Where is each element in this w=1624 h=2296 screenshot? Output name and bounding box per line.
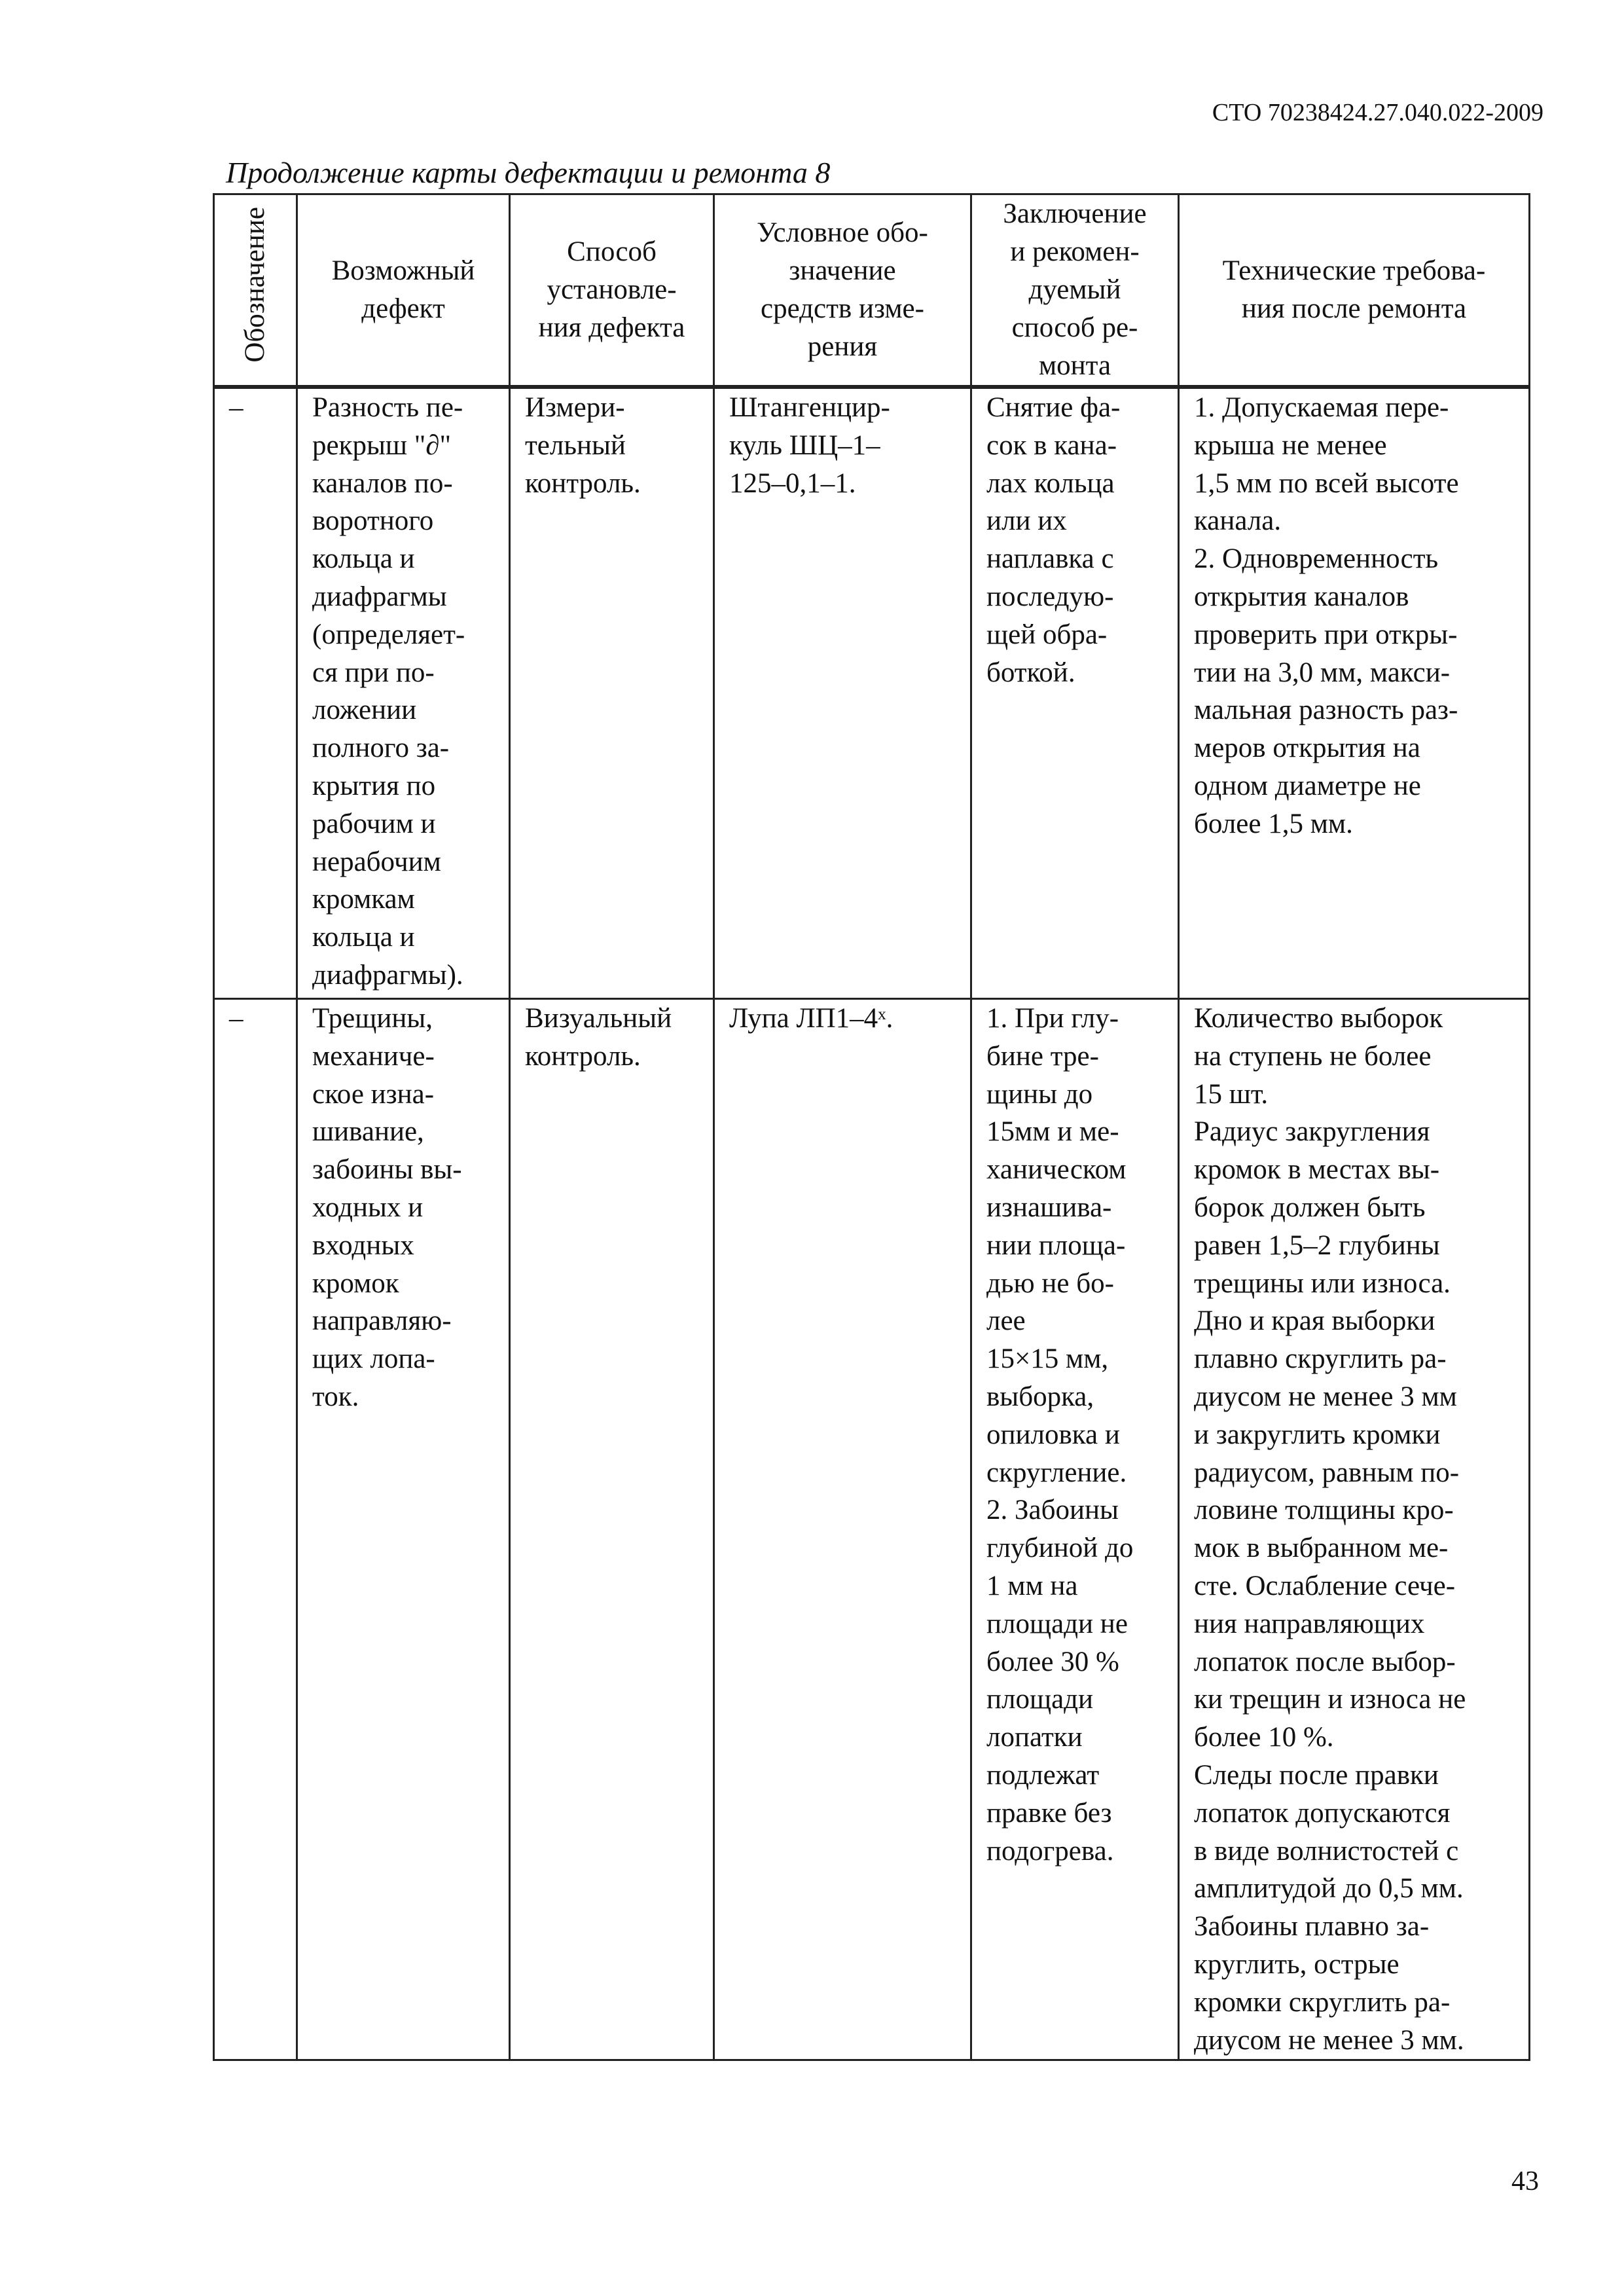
text-line: равен 1,5–2 глубины bbox=[1194, 1230, 1440, 1261]
text-line: контроль. bbox=[525, 1040, 641, 1072]
text-line: правке без bbox=[986, 1797, 1112, 1829]
text-line: 1 мм на bbox=[986, 1570, 1078, 1601]
cell-method-text bbox=[525, 389, 708, 502]
cell-requirements bbox=[1179, 999, 1530, 2060]
cell-defect-text bbox=[312, 1000, 503, 1416]
text-line: площади bbox=[986, 1684, 1094, 1715]
text-line: ложении bbox=[312, 695, 417, 726]
text-line: каналов по- bbox=[312, 467, 453, 499]
text-line: щей обра- bbox=[986, 619, 1108, 650]
text-line: ния после ремонта bbox=[1241, 293, 1467, 324]
text-line: средств изме- bbox=[761, 293, 924, 324]
text-line: подлежат bbox=[986, 1759, 1100, 1791]
text-line: Количество выборок bbox=[1194, 1003, 1443, 1034]
text-line: значение bbox=[789, 255, 896, 286]
text-line: более 1,5 мм. bbox=[1194, 808, 1353, 839]
column-header-defect-text bbox=[302, 252, 505, 328]
document-code: СТО 70238424.27.040.022-2009 bbox=[1212, 99, 1543, 126]
text-line: площади не bbox=[986, 1608, 1128, 1639]
cell-requirements-text bbox=[1194, 389, 1523, 843]
cell-defect bbox=[297, 387, 510, 999]
text-line: лее bbox=[986, 1305, 1026, 1337]
cell-requirements bbox=[1179, 387, 1530, 999]
column-header-means bbox=[714, 194, 971, 388]
text-line: круглить, острые bbox=[1194, 1948, 1399, 1980]
column-header-repair-text bbox=[976, 195, 1174, 385]
cell-repair bbox=[971, 387, 1179, 999]
cell-means-text bbox=[729, 389, 965, 502]
text-line: кромок bbox=[312, 1267, 399, 1299]
text-line: одном диаметре не bbox=[1194, 770, 1421, 801]
cell-repair-text bbox=[986, 389, 1172, 691]
table-header-row bbox=[214, 194, 1530, 388]
text-line: нии площа- bbox=[986, 1230, 1126, 1261]
text-line: механиче- bbox=[312, 1040, 435, 1072]
table-row bbox=[214, 387, 1530, 999]
text-line: ток. bbox=[312, 1381, 359, 1412]
cell-method-text bbox=[525, 1000, 708, 1076]
text-line: канала. bbox=[1194, 505, 1282, 537]
page-number: 43 bbox=[1511, 2166, 1539, 2196]
text-line: опиловка и bbox=[986, 1419, 1120, 1450]
text-line: ния направляющих bbox=[1194, 1608, 1425, 1639]
cell-designation: – bbox=[214, 999, 297, 2060]
text-line: лопаток допускаются bbox=[1194, 1797, 1451, 1829]
column-header-method bbox=[510, 194, 714, 388]
text-line: 2. Забоины bbox=[986, 1495, 1119, 1526]
text-line: 1,5 мм по всей высоте bbox=[1194, 467, 1459, 499]
text-line: контроль. bbox=[525, 467, 641, 499]
text-line: и рекомен- bbox=[1010, 236, 1140, 267]
text-line: лах кольца bbox=[986, 467, 1115, 499]
text-line: Условное обо- bbox=[757, 217, 928, 248]
text-line: кромкам bbox=[312, 884, 415, 915]
column-header-requirements bbox=[1179, 194, 1530, 388]
text-line: ки трещин и износа не bbox=[1194, 1684, 1466, 1715]
text-line: тельный bbox=[525, 429, 626, 461]
text-line: ханическом bbox=[986, 1154, 1127, 1186]
text-line: Способ bbox=[567, 236, 657, 267]
text-line: Заключение bbox=[1003, 198, 1147, 229]
cell-means-text bbox=[729, 1000, 965, 1038]
column-header-method-text bbox=[514, 233, 709, 347]
text-line: Забоины плавно за- bbox=[1194, 1911, 1430, 1942]
text-line: диусом не менее 3 мм. bbox=[1194, 2024, 1464, 2056]
cell-means bbox=[714, 387, 971, 999]
cell-method bbox=[510, 387, 714, 999]
text-line: рекрыш "∂" bbox=[312, 429, 452, 461]
column-header-defect bbox=[297, 194, 510, 388]
text-line: Трещины, bbox=[312, 1003, 433, 1034]
text-line: амплитудой до 0,5 мм. bbox=[1194, 1873, 1464, 1904]
text-line: Штангенцир- bbox=[729, 392, 890, 423]
text-line: более 10 %. bbox=[1194, 1722, 1334, 1753]
text-line: диусом не менее 3 мм bbox=[1194, 1381, 1457, 1412]
text-line: дуемый bbox=[1028, 274, 1121, 305]
text-line: Следы после правки bbox=[1194, 1759, 1439, 1791]
text-line: Радиус закругления bbox=[1194, 1116, 1430, 1148]
column-header-designation-text: Обозначение bbox=[240, 207, 270, 363]
text-line: мок в выбранном ме- bbox=[1194, 1533, 1449, 1564]
text-line: 15мм и ме- bbox=[986, 1116, 1119, 1148]
text-line: крыша не менее bbox=[1194, 429, 1387, 461]
text-line: кромки скруглить ра- bbox=[1194, 1986, 1451, 2018]
text-line: нерабочим bbox=[312, 846, 441, 877]
text-line: кольца и bbox=[312, 543, 415, 575]
text-line: плавно скруглить ра- bbox=[1194, 1343, 1447, 1375]
text-line: диафрагмы). bbox=[312, 959, 463, 991]
text-line: куль ШЦ–1– bbox=[729, 429, 880, 461]
text-line: выборка, bbox=[986, 1381, 1094, 1412]
text-line: рабочим и bbox=[312, 808, 436, 839]
text-line: 125–0,1–1. bbox=[729, 467, 856, 499]
text-line: сте. Ослабление сече- bbox=[1194, 1570, 1456, 1601]
text-line: кольца и bbox=[312, 922, 415, 953]
text-line: открытия каналов bbox=[1194, 581, 1409, 612]
text-line: 15 шт. bbox=[1194, 1078, 1269, 1110]
text-line: кромок в местах вы- bbox=[1194, 1154, 1440, 1186]
text-line: изнашива- bbox=[986, 1192, 1112, 1223]
text-line: тии на 3,0 мм, макси- bbox=[1194, 657, 1451, 688]
text-line: диафрагмы bbox=[312, 581, 447, 612]
cell-defect bbox=[297, 999, 510, 2060]
text-line: Измери- bbox=[525, 392, 625, 423]
cell-method bbox=[510, 999, 714, 2060]
text-line: в виде волнистостей с bbox=[1194, 1835, 1459, 1867]
text-line: лопатки bbox=[986, 1722, 1083, 1753]
text-line: направляю- bbox=[312, 1305, 452, 1337]
text-line: Визуальный bbox=[525, 1003, 672, 1034]
text-line: более 30 % bbox=[986, 1646, 1119, 1677]
text-line: меров открытия на bbox=[1194, 733, 1420, 764]
text-line: подогрева. bbox=[986, 1835, 1114, 1867]
cell-requirements-text bbox=[1194, 1000, 1523, 2059]
text-line: ния дефекта bbox=[538, 312, 685, 343]
cell-designation: – bbox=[214, 387, 297, 999]
table-row bbox=[214, 999, 1530, 2060]
text-line: ходных и bbox=[312, 1192, 424, 1223]
text-line: Технические требова- bbox=[1222, 255, 1486, 286]
text-line: щих лопа- bbox=[312, 1343, 435, 1375]
text-line: 1. При глу- bbox=[986, 1003, 1119, 1034]
text-line: забоины вы- bbox=[312, 1154, 462, 1186]
text-line: (определяет- bbox=[312, 619, 465, 650]
text-line: 2. Одновременность bbox=[1194, 543, 1439, 575]
text-line: боткой. bbox=[986, 657, 1075, 688]
text-line: радиусом, равным по- bbox=[1194, 1457, 1460, 1488]
text-line: дью не бо- bbox=[986, 1267, 1114, 1299]
text-line: наплавка с bbox=[986, 543, 1114, 575]
text-line: на ступень не более bbox=[1194, 1040, 1432, 1072]
text-line: способ ре- bbox=[1011, 312, 1138, 343]
text-line: ское изна- bbox=[312, 1078, 435, 1110]
cell-repair bbox=[971, 999, 1179, 2060]
text-line: Возможный bbox=[331, 255, 475, 286]
cell-means bbox=[714, 999, 971, 2060]
text-line: проверить при откры- bbox=[1194, 619, 1458, 650]
column-header-means-text bbox=[719, 214, 966, 366]
text-line: Лупа ЛП1–4ˣ. bbox=[729, 1003, 893, 1034]
text-line: установле- bbox=[547, 274, 677, 305]
text-line: лопаток после выбор- bbox=[1194, 1646, 1456, 1677]
text-line: сок в кана- bbox=[986, 429, 1117, 461]
text-line: шивание, bbox=[312, 1116, 424, 1148]
text-line: монта bbox=[1038, 350, 1111, 381]
defect-repair-table bbox=[213, 193, 1530, 2061]
table-caption: Продолжение карты дефектации и ремонта 8 bbox=[226, 156, 831, 189]
cell-repair-text bbox=[986, 1000, 1172, 1870]
column-header-designation bbox=[214, 194, 297, 388]
text-line: крытия по bbox=[312, 770, 436, 801]
text-line: глубиной до bbox=[986, 1533, 1134, 1564]
text-line: полного за- bbox=[312, 733, 450, 764]
text-line: борок должен быть bbox=[1194, 1192, 1426, 1223]
cell-defect-text bbox=[312, 389, 503, 994]
text-line: или их bbox=[986, 505, 1067, 537]
text-line: 15×15 мм, bbox=[986, 1343, 1109, 1375]
text-line: скругление. bbox=[986, 1457, 1127, 1488]
text-line: дефект bbox=[361, 293, 445, 324]
text-line: Снятие фа- bbox=[986, 392, 1121, 423]
text-line: бине тре- bbox=[986, 1040, 1099, 1072]
text-line: воротного bbox=[312, 505, 434, 537]
column-header-requirements-text bbox=[1183, 252, 1525, 328]
text-line: мальная разность раз- bbox=[1194, 695, 1458, 726]
text-line: щины до bbox=[986, 1078, 1093, 1110]
text-line: Дно и края выборки bbox=[1194, 1305, 1435, 1337]
column-header-repair bbox=[971, 194, 1179, 388]
text-line: ся при по- bbox=[312, 657, 435, 688]
text-line: и закруглить кромки bbox=[1194, 1419, 1441, 1450]
text-line: трещины или износа. bbox=[1194, 1267, 1451, 1299]
text-line: рения bbox=[807, 331, 878, 362]
text-line: последую- bbox=[986, 581, 1114, 612]
text-line: Разность пе- bbox=[312, 392, 463, 423]
text-line: 1. Допускаемая пере- bbox=[1194, 392, 1449, 423]
text-line: входных bbox=[312, 1230, 414, 1261]
text-line: ловине толщины кро- bbox=[1194, 1495, 1454, 1526]
